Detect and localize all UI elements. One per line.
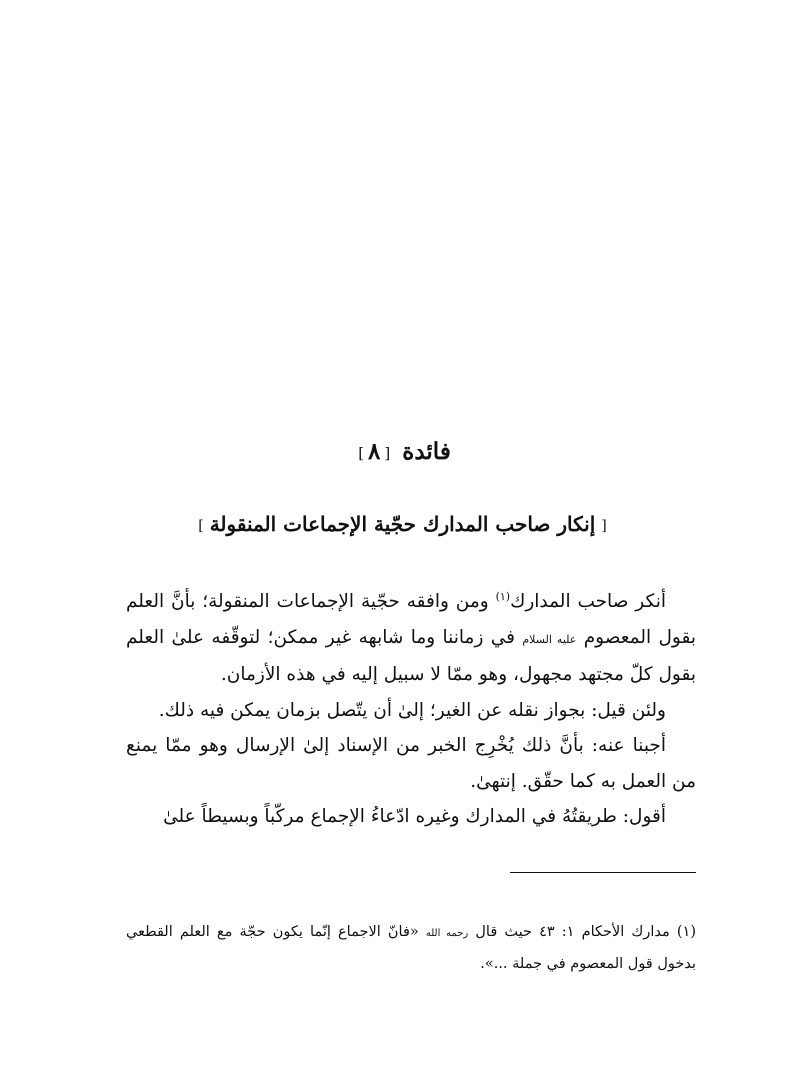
footnote-1-part-b: «فانّ الاجماع إنّما يكون حجّة مع العلم القطعي بدخول قول المعصوم في جملة ...». (126, 924, 696, 972)
paragraph-1 (126, 584, 696, 693)
section-heading (0, 506, 805, 544)
chapter-label: فائدة (402, 438, 451, 465)
chapter-bracket-close: ] (358, 444, 365, 462)
chapter-bracket-open: [ (384, 444, 391, 462)
paragraph-3: أجبنا عنه: بأنَّ ذلك يُخْرِج الخبر من الإسناد إلىٰ الإرسال وهو ممّا يمنع من العمل به كما حقّق. إنتهىٰ. (126, 735, 696, 792)
footnotes (126, 917, 696, 980)
paragraph-1-part-c: في زماننا وما شابهه غير ممكن؛ لتوقّفه علىٰ العلم بقول كلّ مجتهد مجهول، وهو ممّا لا سبيل إليه في هذه الأزمان. (126, 626, 696, 685)
paragraph-1-part-b: ومن وافقه حجّية الإجماعات المنقولة؛ بأنَّ العلم بقول المعصوم (126, 591, 697, 648)
paragraph-4: أقول: طريقتُهُ في المدارك وغيره ادّعاءُ الإجماع مركّباً وبسيطاً علىٰ (163, 806, 666, 827)
section-heading-text: إنكار صاحب المدارك حجّية الإجماعات المنقولة (209, 512, 596, 536)
body-text (126, 584, 696, 835)
chapter-title (0, 434, 805, 471)
honorific-alayhi-salam: عليه السلام (522, 632, 577, 646)
section-bracket-close: ] (198, 517, 204, 534)
section-bracket-open: [ (601, 517, 607, 534)
honorific-rahimahullah: رحمه الله (425, 928, 469, 939)
footnote-1-part-a: (١) مدارك الأحكام ١: ٤٣ حيث قال (468, 924, 696, 940)
paragraph-1-part-a: أنكر صاحب المدارك (510, 591, 666, 612)
chapter-number: ٨ (368, 438, 381, 465)
footnote-divider (510, 872, 696, 873)
paragraph-2: ولئن قيل: بجواز نقله عن الغير؛ إلىٰ أن يتّصل بزمان يمكن فيه ذلك. (158, 699, 666, 721)
footnote-1 (126, 917, 696, 980)
footnote-ref-1: (١) (495, 589, 511, 603)
